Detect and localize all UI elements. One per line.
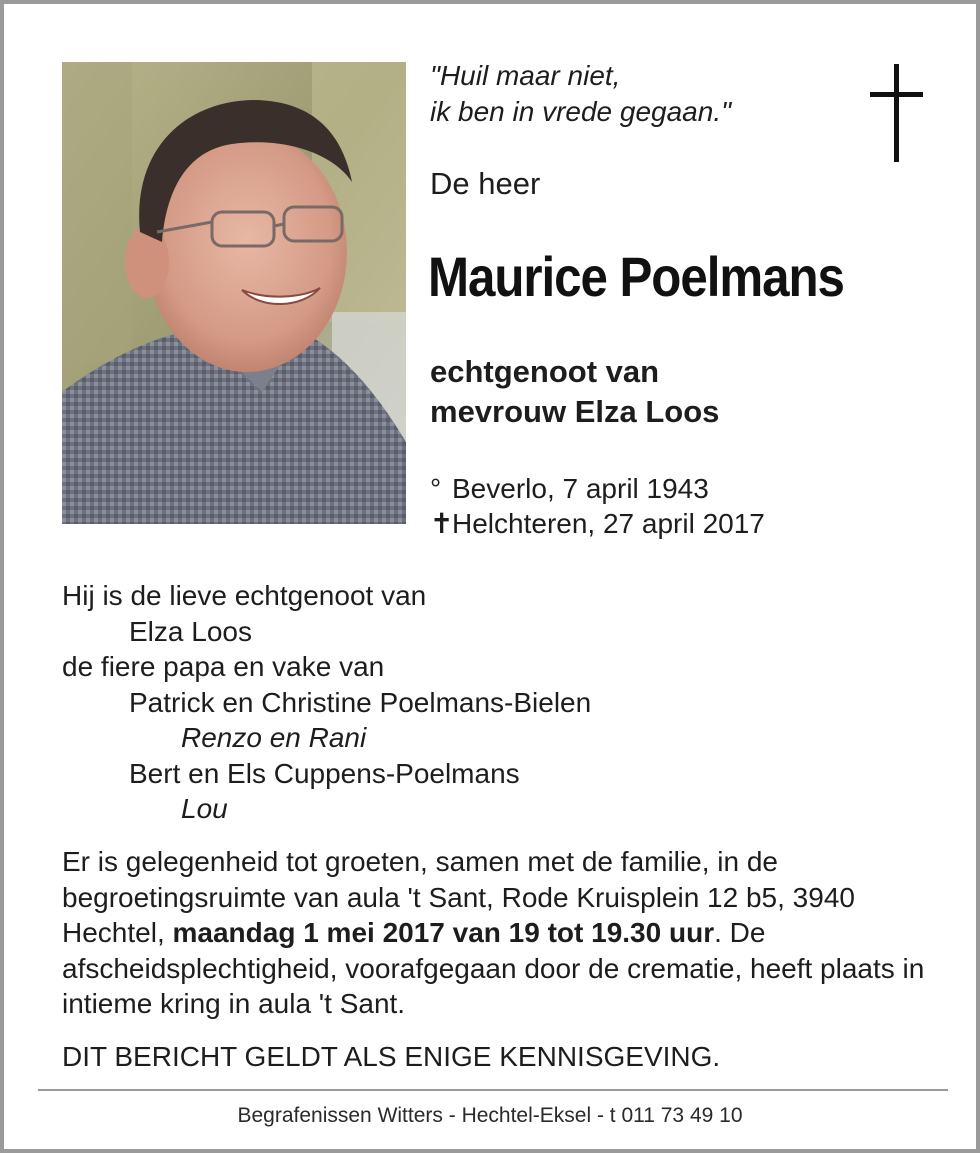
info-text-2: . De afscheidsplechtigheid, voorafgegaan door de crematie, heeft plaats in intieme kring in aula 't Sant. (62, 917, 925, 1019)
family-child-1: Patrick en Christine Poelmans-Bielen (129, 686, 592, 718)
info-date-time: maandag 1 mei 2017 van 19 tot 19.30 uur (172, 917, 715, 948)
birth-text: Beverlo, 7 april 1943 (452, 473, 709, 504)
info-text-1: Er is gelegenheid tot groeten, samen met de familie, in de begroetingsruimte van aula 't Sant, Rode Kruisplein 12 b5, 3940 Hechtel, (62, 846, 855, 948)
birth-date (430, 471, 765, 506)
family-intro: Hij is de lieve echtgenoot van (62, 580, 427, 611)
divider (38, 1089, 948, 1091)
quote-line-1: "Huil maar niet, (430, 60, 621, 91)
life-dates (430, 471, 765, 541)
funeral-home-footer: Begrafenissen Witters - Hechtel-Eksel - t 011 73 49 10 (237, 1104, 743, 1127)
death-text: Helchteren, 27 april 2017 (452, 508, 765, 539)
portrait-photo (62, 62, 406, 524)
deceased-name: Maurice Poelmans (428, 245, 844, 308)
family-wife: Elza Loos (129, 615, 252, 647)
spouse-line-1: echtgenoot van (430, 354, 660, 389)
visitation-info (62, 844, 942, 1022)
birth-symbol: ° (430, 473, 442, 504)
quote-line-2: ik ben in vrede gegaan." (430, 96, 732, 127)
family-child-2: Bert en Els Cuppens-Poelmans (129, 757, 520, 789)
spouse-line-2: mevrouw Elza Loos (430, 394, 720, 429)
family-list (62, 578, 591, 827)
latin-cross-icon (866, 64, 926, 164)
family-children-intro: de fiere papa en vake van (62, 651, 385, 682)
family-grandchildren-2: Lou (181, 793, 228, 824)
notice-text: DIT BERICHT GELDT ALS ENIGE KENNISGEVING. (62, 1041, 721, 1072)
family-grandchildren-1: Renzo en Rani (181, 722, 367, 753)
spouse-line (430, 352, 719, 432)
death-date (430, 506, 765, 541)
honorific: De heer (430, 166, 541, 201)
death-cross-icon: ✝ (430, 508, 454, 539)
epitaph-quote (430, 58, 731, 130)
